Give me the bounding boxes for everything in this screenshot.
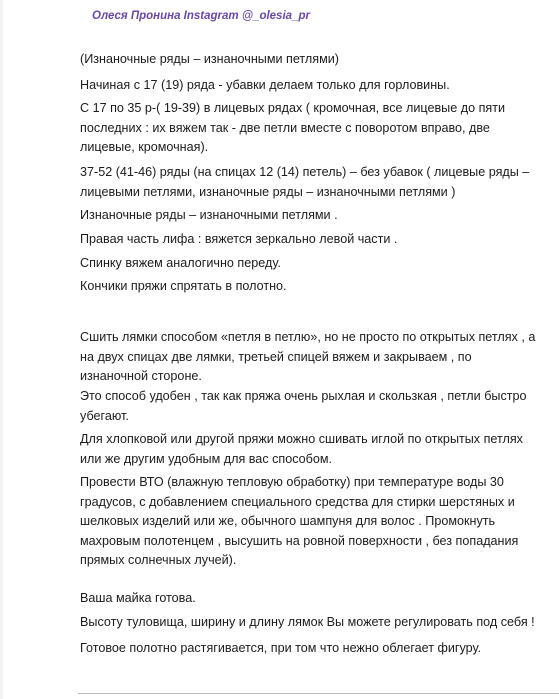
paragraph bbox=[80, 387, 527, 426]
paragraph bbox=[80, 277, 287, 297]
text-line: Начиная с 17 (19) ряда - убавки делаем только для горловины. bbox=[80, 78, 450, 92]
paragraph bbox=[80, 206, 338, 226]
text-line: С 17 по 35 р-( 19-39) в лицевых рядах ( кромочная, все лицевые до пяти bbox=[80, 101, 506, 115]
text-line: изнаночной стороне. bbox=[80, 369, 202, 383]
text-line: шелковых изделий или же, обычного шампуня для волос . Промокнуть bbox=[80, 514, 496, 528]
paragraph bbox=[80, 639, 481, 659]
text-line: Правая часть лифа : вяжется зеркально левой части . bbox=[80, 232, 398, 246]
text-line: (Изнаночные ряды – изнаночными петлями) bbox=[80, 52, 339, 66]
text-line: градусов, с добавлением специального средства для стирки шерстяных и bbox=[80, 494, 515, 509]
paragraph bbox=[80, 76, 450, 96]
text-line: убегают. bbox=[80, 408, 129, 423]
text-line: лицевыми петлями, изнаночные ряды – изнаночными петлями ) bbox=[80, 184, 456, 199]
text-line: прямых солнечных лучей). bbox=[80, 553, 237, 567]
text-line: Кончики пряжи спрятать в полотно. bbox=[80, 279, 287, 293]
paragraph bbox=[80, 50, 339, 70]
paragraph bbox=[80, 430, 523, 469]
text-line: Сшить лямки способом «петля в петлю», но не просто по открытых петлях , а bbox=[80, 330, 536, 344]
paragraph bbox=[80, 254, 281, 274]
paragraph bbox=[80, 99, 505, 158]
paragraph bbox=[80, 613, 535, 633]
page-edge bbox=[0, 0, 3, 699]
paragraph bbox=[80, 473, 518, 571]
text-line: Высоту туловища, ширину и длину лямок Вы можете регулировать под себя ! bbox=[80, 615, 535, 629]
text-line: последних : их вяжем так - две петли вместе с поворотом вправо, две bbox=[80, 120, 490, 135]
paragraph bbox=[80, 328, 535, 387]
text-line: Для хлопковой или другой пряжи можно сшивать иглой по открытых петлях bbox=[80, 432, 523, 446]
text-line: лицевые, кромочная). bbox=[80, 140, 209, 154]
text-line: на двух спицах две лямки, третьей спицей вяжем и закрываем , по bbox=[80, 349, 472, 364]
text-line: 37-52 (41-46) ряды (на спицах 12 (14) петель) – без убавок ( лицевые ряды – bbox=[80, 165, 530, 179]
paragraph bbox=[80, 589, 196, 609]
text-line: Провести ВТО (влажную тепловую обработку) при температуре воды 30 bbox=[80, 475, 504, 489]
bottom-divider bbox=[78, 693, 559, 694]
paragraph bbox=[80, 230, 397, 250]
text-line: Готовое полотно растягивается, при том что нежно облегает фигуру. bbox=[80, 641, 482, 655]
paragraph bbox=[80, 163, 529, 202]
text-line: Спинку вяжем аналогично переду. bbox=[80, 256, 281, 270]
text-line: или же другим удобным для вас способом. bbox=[80, 451, 333, 466]
text-line: Это способ удобен , так как пряжа очень рыхлая и скользкая , петли быстро bbox=[80, 389, 527, 403]
text-line: Изнаночные ряды – изнаночными петлями . bbox=[80, 208, 338, 222]
text-line: махровым полотенцем , высушить на ровной поверхности , без попадания bbox=[80, 533, 519, 548]
text-line: Ваша майка готова. bbox=[80, 591, 196, 605]
author-header: Олеся Пронина Instagram @_olesia_pr bbox=[92, 10, 310, 22]
